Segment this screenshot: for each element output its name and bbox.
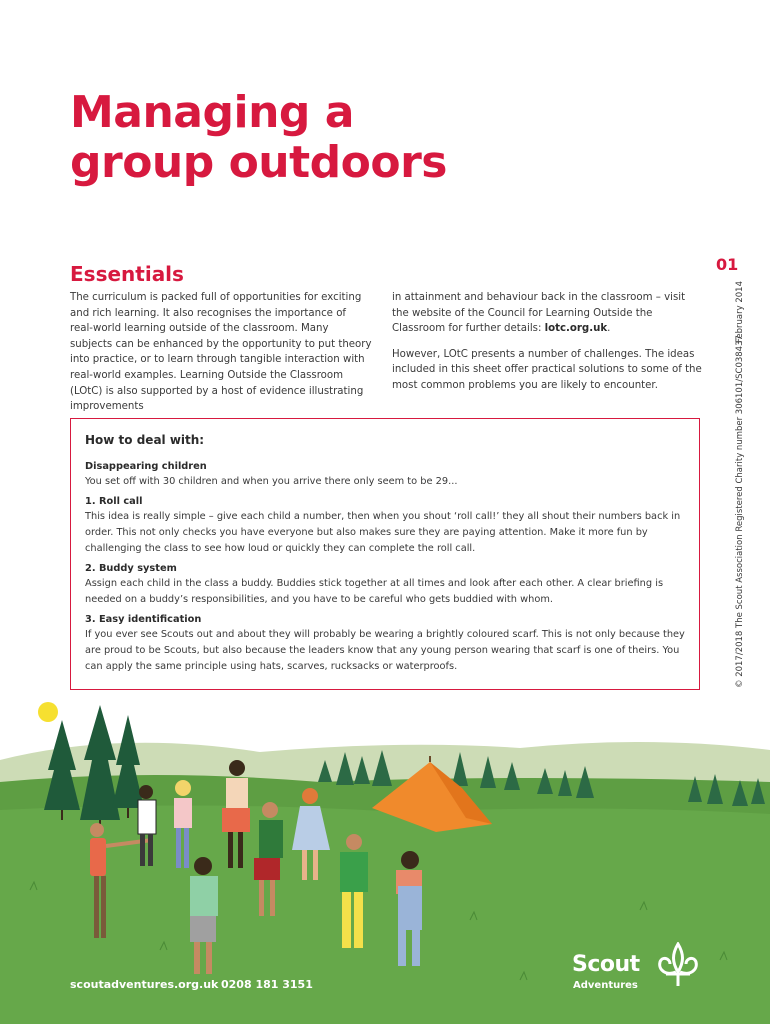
scout-logo-text: Scout xyxy=(572,952,640,977)
tip-title-roll-call: 1. Roll call xyxy=(85,496,143,507)
essentials-right-column xyxy=(392,290,702,404)
tip-text-roll-call: This idea is really simple – give each child a number, then when you shout ‘roll call!’ they all shout their numbers back in order. This not only checks you have everyone but also makes sure they are paying attention. Make it more fun by challenging the class to see how loud or quickly they can complete the roll call. xyxy=(85,511,681,554)
footer-url[interactable]: scoutadventures.org.uk xyxy=(70,978,219,991)
essentials-paragraph-2-text: in attainment and behaviour back in the classroom – visit the website of the Council for Learning Outside the Classroom for further details: xyxy=(392,292,686,335)
lotc-link[interactable]: lotc.org.uk xyxy=(544,323,608,335)
fleur-de-lis-icon xyxy=(652,942,704,988)
tip-title-easy-identification: 3. Easy identification xyxy=(85,614,202,625)
scout-logo-subtext: Adventures xyxy=(573,980,638,991)
essentials-paragraph-2 xyxy=(392,290,702,337)
problem-title: Disappearing children xyxy=(85,461,207,472)
tip-text-easy-identification: If you ever see Scouts out and about they will probably be wearing a brightly coloured scarf. This is not only because they are proud to be Scouts, but also because the leaders know that any young person wearing that scarf is one of theirs. You can apply the same principle using hats, scarves, rucksacks or waterproofs. xyxy=(85,629,685,672)
essentials-paragraph-1: The curriculum is packed full of opportunities for exciting and rich learning. It also recognises the importance of real-world learning outside of the classroom. Many subjects can be enhanced by the opportunity to put theory into practice, or to learn through tangible interaction with real-world examples. Learning Outside the Classroom (LOtC) is also supported by a host of evidence illustrating improvements xyxy=(70,292,372,413)
essentials-heading: Essentials xyxy=(70,262,184,286)
tip-title-buddy-system: 2. Buddy system xyxy=(85,563,177,574)
tip-text-buddy-system: Assign each child in the class a buddy. Buddies stick together at all times and look after each other. A clear briefing is needed on a buddy’s responsibilities, and you have to be careful who gets buddied with whom. xyxy=(85,578,664,605)
footer-phone: 0208 181 3151 xyxy=(221,978,313,991)
problem-text: You set off with 30 children and when you arrive there only seem to be 29... xyxy=(85,476,458,487)
sheet-date: February 2014 xyxy=(735,281,745,343)
sun-icon xyxy=(38,702,58,722)
side-vertical-text xyxy=(735,268,745,688)
how-to-box xyxy=(70,418,700,690)
essentials-paragraph-3: However, LOtC presents a number of challenges. The ideas included in this sheet offer practical solutions to some of the most common problems you are likely to encounter. xyxy=(392,348,702,391)
page-title-line-1: Managing a xyxy=(70,87,354,138)
copyright-text: © 2017/2018 The Scout Association Registered Charity number 306101/SC038437 xyxy=(735,335,745,688)
essentials-left-column xyxy=(70,290,372,425)
essentials-paragraph-2-end: . xyxy=(607,323,611,335)
page-title xyxy=(70,88,590,188)
sheet-number: 01 xyxy=(716,255,739,274)
how-to-heading: How to deal with: xyxy=(85,433,205,447)
page-title-line-2: group outdoors xyxy=(70,137,447,188)
